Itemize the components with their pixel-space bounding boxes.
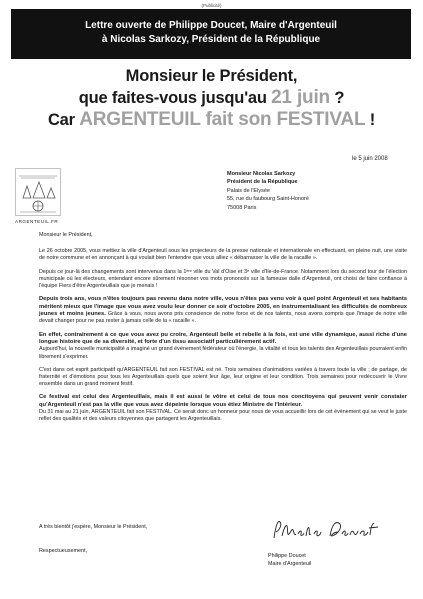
signer-title: Maire d'Argenteuil	[268, 561, 312, 567]
paragraph-2-sup-1: ère	[186, 268, 192, 273]
headline-line-3-pre: Car	[47, 111, 80, 129]
header-banner	[11, 9, 411, 59]
paragraph-4-rest: Aujourd'hui, la nouvelle municipalité a imaginé un grand événement fédérateur où l'énergie, la vitalité et tous les talents des Argenteuillais pourraient enfin librement s'exprimer.	[39, 346, 407, 360]
recipient-title: Président de la République	[227, 179, 298, 186]
recipient-address-1: Palais de l'Elysée	[227, 187, 270, 194]
paragraph-6	[39, 394, 407, 423]
letter-body	[39, 232, 407, 430]
salutation: Monsieur le Président,	[39, 232, 93, 238]
recipient-address-2: 55, rue du faubourg Saint-Honoré	[227, 196, 309, 203]
paragraph-1: Le 26 octobre 2005, vous mettiez la ville d'Argenteuil sous les projecteurs de la presse nationale et internationale en effectuant, en pleine nuit, une visite de notre commune et en annonçant à qui voulait bien l'entendre que vous alliez « débarrasser la ville de la racaille ».	[39, 248, 407, 262]
respect-line: Respectueusement,	[39, 548, 87, 554]
headline-line-2-pre: que faites-vous jusqu'au	[78, 89, 272, 107]
headline-line-2-post: ?	[329, 89, 345, 107]
signer-name: Philippe Doucet	[268, 553, 306, 559]
headline-date-highlight: 21 juin	[271, 87, 330, 108]
headline-argenteuil: ARGENTEUIL fait son	[79, 109, 277, 130]
logo-caption: ARGENTEUIL.FR	[15, 219, 59, 224]
paragraph-2-c: ville d'Ile-de-France. Notamment lors du second tour de l'élection municipale où les électeurs, entendant encore sûrement résonner vos mots prononcés sur la fameuse dalle d'Argenteuil, ont choisi de faire confiance à l'équipe Fiers d'être Argenteuillais que je menais !	[39, 268, 407, 290]
headline-line-3-post: !	[365, 111, 376, 129]
paragraph-5: C'est dans cet esprit participatif qu'ARGENTEUIL fait son FESTIVAL est né. Trois semaines d'animations variées à travers toute la ville ; de partage, de fraternité et d'émotions pour tous les Argenteuillais quels que soient leur âge, leur origine et leur condition. Trois semaines pour redécouvrir le Vivre ensemble dans un grand moment festif.	[39, 366, 407, 388]
closing-line: A très bientôt j'espère, Monsieur le Président,	[39, 524, 148, 530]
paragraph-3-bold: Depuis trois ans, vous n'êtes toujours pas revenu dans notre ville, vous n'êtes pas venu voir à quel point Argenteuil et ses habitants méritent mieux que l'image que vous avez voulu leur donner ce soir d'octobre 2005, en instrumentalisant les difficultés de nombreux jeunes et moins jeunes.	[39, 296, 407, 318]
banner-line-2: à Nicolas Sarkozy, Président de la République	[101, 34, 321, 45]
paragraph-6-bold: Ce festival est celui des Argenteuillais, mais il est aussi le vôtre et celui de tous nos concitoyens qui peuvent venir constater qu'Argenteuil n'est pas la ville que vous avez dépeinte lorsque vous étiez Ministre de l'Intérieur.	[39, 394, 407, 408]
argenteuil-logo-icon	[15, 168, 61, 216]
paragraph-3-rest: Grâce à vous, nous avons pris conscience de notre force et de nos talents, nous avons compris que l'image de notre ville devait changer pour ne pas rester à jamais celle de la « racaille ».	[39, 311, 407, 325]
paragraph-4	[39, 332, 407, 361]
recipient-block	[227, 170, 309, 212]
paragraph-6-rest: Du 31 mai au 21 juin, ARGENTEUIL fait son FESTIVAL. Ce serait donc un honneur pour nous de vous accueillir lors de cet événement qui se veut le juste reflet des qualités et des valeurs citoyennes que partagent les Argenteuillais.	[39, 409, 407, 423]
letter-date: le 5 juin 2008	[352, 156, 388, 162]
signer-block	[268, 552, 311, 568]
recipient-address-3: 75008 Paris	[227, 204, 257, 211]
handwritten-signature	[270, 514, 390, 544]
headline-festival: FESTIVAL	[276, 109, 366, 130]
publicite-label: (Publicité)	[201, 3, 222, 8]
headline-line-1: Monsieur le Président,	[125, 67, 298, 85]
banner-line-1: Lettre ouverte de Philippe Doucet, Maire d'Argenteuil	[85, 20, 337, 31]
headline-line-2	[0, 87, 423, 109]
paragraph-4-bold: En effet, contrairement à ce que vous avez pu croire, Argenteuil belle et rebelle à la fois, est une ville dynamique, aussi riche d'une longue histoire que de sa diversité, et forte d'un tissu associatif particulièrement actif.	[39, 331, 407, 346]
paragraph-2-sup-2: e	[247, 268, 250, 273]
paragraph-2-b: ville du Val d'Oise et 3	[191, 268, 248, 275]
recipient-name: Monsieur Nicolas Sarkozy	[227, 171, 296, 177]
paragraph-3	[39, 296, 407, 325]
headline	[0, 66, 423, 131]
headline-line-3	[0, 109, 423, 131]
paragraph-2-a: Depuis ce jour-là des changements sont intervenus dans la 1	[39, 268, 187, 275]
paragraph-2	[39, 269, 407, 291]
